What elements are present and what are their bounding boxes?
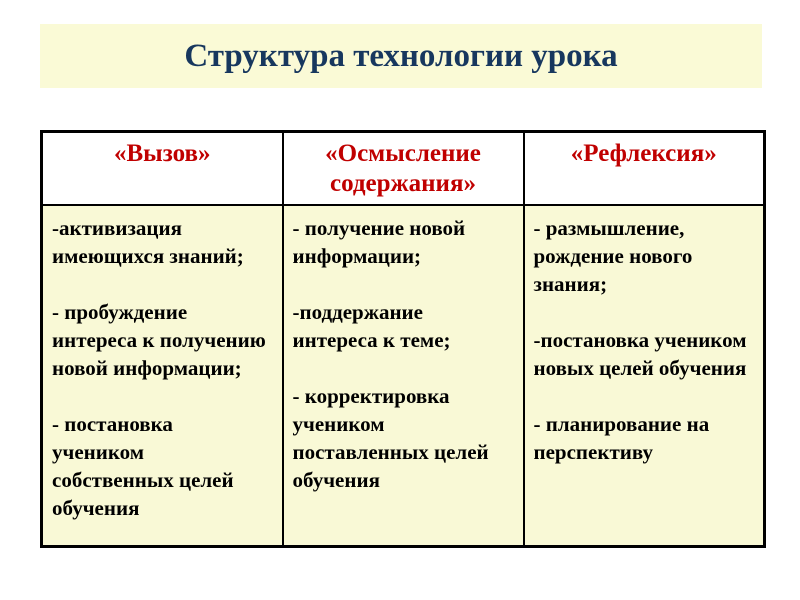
slide-title-bar (40, 24, 762, 88)
cell-paragraph: - планирование на перспективу (533, 412, 710, 464)
column-cell-comprehension (283, 205, 524, 547)
cell-paragraph: - получение новой информации; (292, 216, 466, 268)
cell-paragraph: -активизация имеющихся знаний; (52, 216, 244, 268)
lesson-structure-table (40, 130, 766, 548)
cell-paragraph: -поддержание интереса к теме; (292, 300, 451, 352)
table-header-row (42, 132, 765, 206)
cell-paragraph: - размышление, рождение нового знания; (533, 216, 693, 296)
cell-paragraph: - пробуждение интереса к получению новой информации; (52, 300, 266, 380)
cell-paragraph: - постановка учеником собственных целей обучения (52, 412, 234, 520)
cell-paragraph: - корректировка учеником поставленных целей обучения (292, 384, 489, 492)
table-body-row (42, 205, 765, 547)
slide-title: Структура технологии урока (184, 37, 618, 74)
cell-paragraph: -постановка учеником новых целей обучения (533, 328, 747, 380)
column-cell-reflection (524, 205, 765, 547)
column-cell-challenge (42, 205, 283, 547)
column-header-reflection: «Рефлексия» (524, 132, 765, 206)
column-header-comprehension: «Осмысление содержания» (283, 132, 524, 206)
column-header-challenge: «Вызов» (42, 132, 283, 206)
